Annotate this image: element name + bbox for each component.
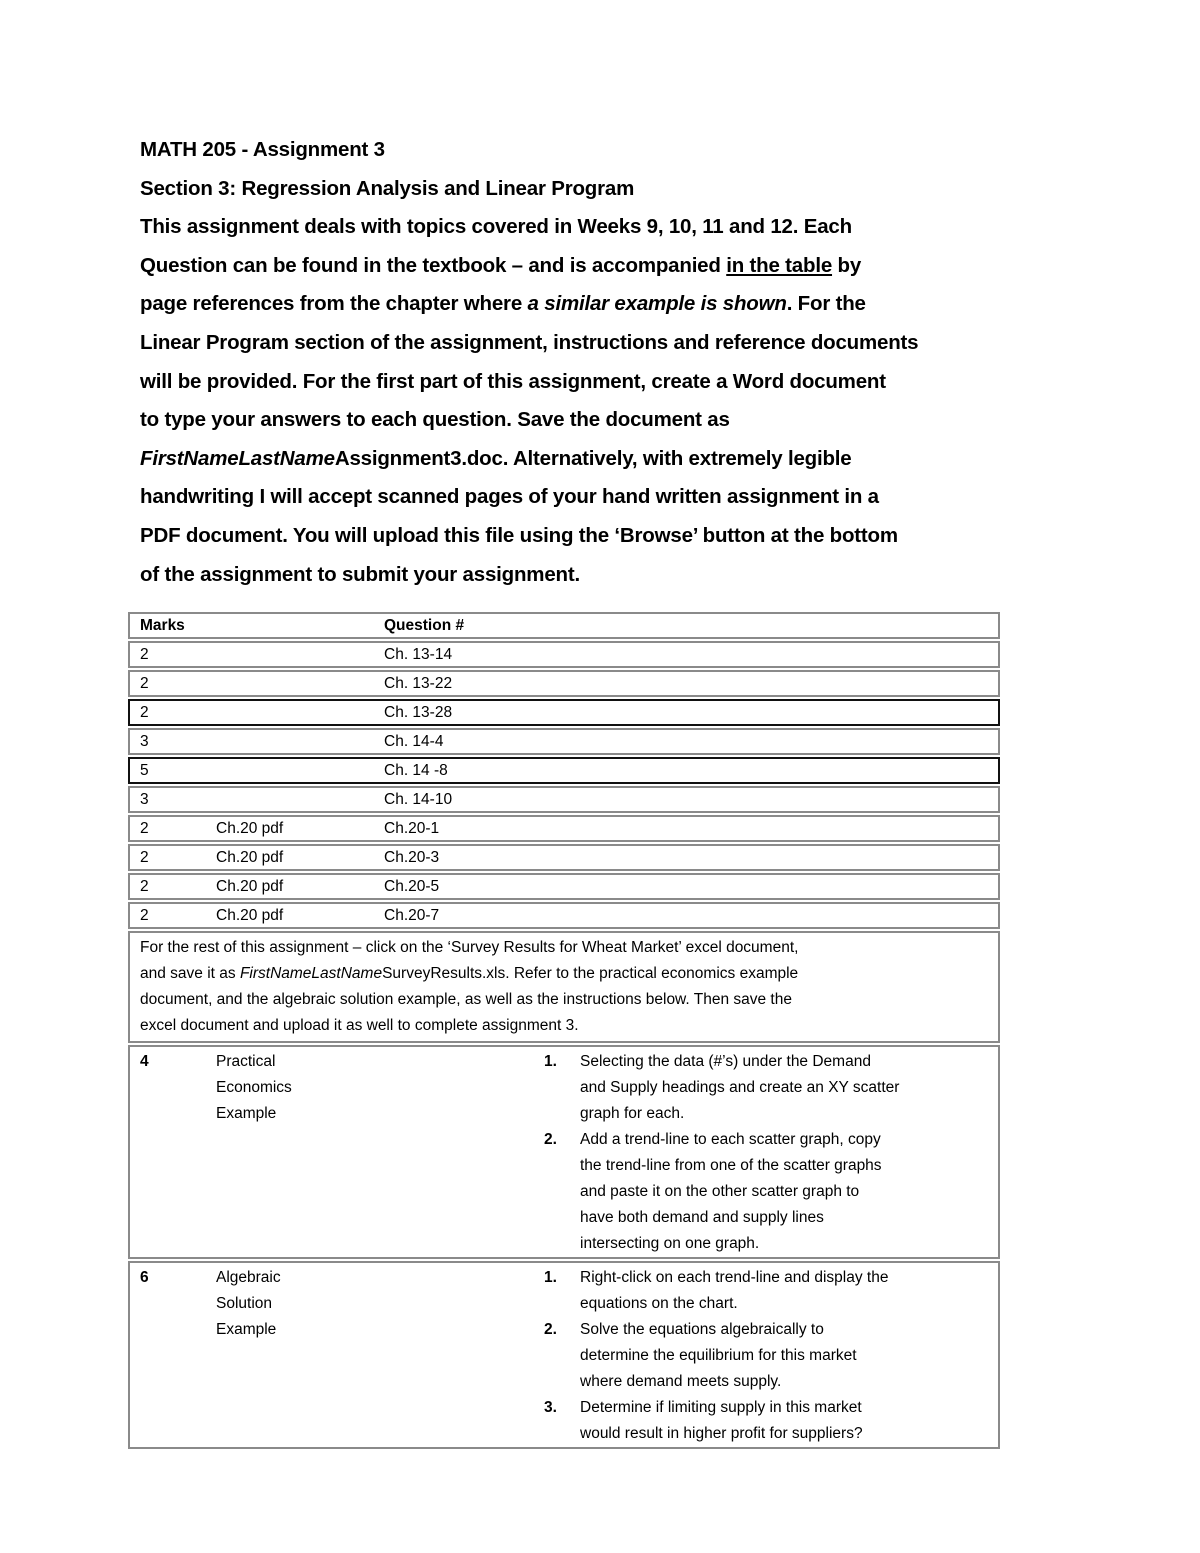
question-cell: Ch. 14-4 [384, 728, 1000, 755]
step-text-line: and paste it on the other scatter graph to [580, 1183, 860, 1200]
text-segment: document, and the algebraic solution example, as well as the instructions below. Then save the [140, 991, 792, 1008]
text-line [140, 131, 918, 170]
text-line [140, 401, 918, 440]
text-segment: SurveyResults.xls. Refer to the practical economics example [382, 965, 799, 982]
header-marks: Marks [128, 612, 216, 639]
text-segment: Assignment3.doc. Alternatively, with extremely legible [334, 446, 852, 470]
text-line [140, 961, 988, 987]
reference-cell [216, 699, 384, 726]
text-segment: page references from the chapter where [140, 292, 528, 316]
task-steps-cell [384, 1045, 1000, 1259]
step-item [544, 1049, 998, 1127]
reference-cell [216, 786, 384, 813]
step-text-line: would result in higher profit for suppliers? [580, 1425, 863, 1442]
question-cell: Ch. 14-10 [384, 786, 1000, 813]
text-segment: to type your answers to each question. Save the document as [140, 408, 730, 432]
text-line [140, 517, 918, 556]
task-row [128, 1261, 1000, 1449]
marks-cell: 3 [128, 728, 216, 755]
reference-cell [216, 641, 384, 668]
reference-cell [216, 728, 384, 755]
marks-cell: 2 [128, 641, 216, 668]
text-line [140, 440, 918, 479]
step-text-line: where demand meets supply. [580, 1373, 782, 1390]
question-cell: Ch.20-1 [384, 815, 1000, 842]
step-item [544, 1395, 998, 1447]
assignment-intro [140, 131, 918, 594]
marks-cell: 2 [128, 699, 216, 726]
text-segment: excel document and upload it as well to complete assignment 3. [140, 1017, 579, 1034]
table-row [128, 728, 1000, 755]
table-row [128, 641, 1000, 668]
question-cell: Ch. 13-14 [384, 641, 1000, 668]
step-text-line: intersecting on one graph. [580, 1235, 760, 1252]
text-line [140, 363, 918, 402]
table-row [128, 670, 1000, 697]
text-segment: . For the [786, 292, 866, 316]
step-number: 3. [544, 1399, 557, 1416]
step-text-line: determine the equilibrium for this market [580, 1347, 857, 1364]
marks-cell: 2 [128, 844, 216, 871]
step-number: 2. [544, 1131, 557, 1148]
step-text-line: Determine if limiting supply in this market [580, 1399, 862, 1416]
italic-text: FirstNameLastName [140, 446, 335, 470]
text-segment: of the assignment to submit your assignment. [140, 562, 580, 586]
table-row [128, 757, 1000, 784]
text-line [140, 208, 918, 247]
marks-cell: 2 [128, 670, 216, 697]
text-segment: Linear Program section of the assignment, instructions and reference documents [140, 330, 919, 354]
assignment-table [128, 610, 1000, 1451]
task-steps-cell [384, 1261, 1000, 1449]
steps-list [384, 1265, 998, 1447]
underlined-text: in the table [726, 253, 833, 277]
question-cell: Ch. 13-22 [384, 670, 1000, 697]
text-line [140, 247, 918, 286]
steps-list [384, 1049, 998, 1257]
reference-cell [216, 757, 384, 784]
table-row [128, 699, 1000, 726]
text-segment: PDF document. You will upload this file using the ‘Browse’ button at the bottom [140, 523, 898, 547]
task-title-cell [216, 1261, 384, 1449]
italic-text: a similar example is shown [527, 292, 787, 316]
step-text-line: have both demand and supply lines [580, 1209, 824, 1226]
step-text-line: Solve the equations algebraically to [580, 1321, 824, 1338]
step-number: 2. [544, 1321, 557, 1338]
reference-cell: Ch.20 pdf [216, 844, 384, 871]
step-text-line: the trend-line from one of the scatter graphs [580, 1157, 882, 1174]
text-line [140, 556, 918, 595]
step-number: 1. [544, 1053, 557, 1070]
text-segment: This assignment deals with topics covered in Weeks 9, 10, 11 and 12. Each [140, 215, 852, 239]
header-question: Question # [384, 612, 1000, 639]
text-line [140, 170, 918, 209]
text-segment: For the rest of this assignment – click on the ‘Survey Results for Wheat Market’ excel document, [140, 939, 799, 956]
reference-cell [216, 670, 384, 697]
task-title-line: Example [216, 1321, 277, 1338]
text-segment: MATH 205 - Assignment 3 [140, 138, 385, 161]
italic-text: FirstNameLastName [239, 965, 383, 982]
step-item [544, 1265, 998, 1317]
text-segment: by [832, 253, 862, 277]
text-segment: Question can be found in the textbook – and is accompanied [140, 253, 727, 277]
table-row [128, 873, 1000, 900]
marks-cell: 2 [128, 873, 216, 900]
text-segment: and save it as [140, 965, 240, 982]
step-text-line: Selecting the data (#’s) under the Demand [580, 1053, 871, 1070]
table-row [128, 815, 1000, 842]
table-header-row [128, 612, 1000, 639]
marks-cell: 6 [128, 1261, 216, 1449]
reference-cell: Ch.20 pdf [216, 873, 384, 900]
reference-cell: Ch.20 pdf [216, 902, 384, 929]
instructions-row [128, 931, 1000, 1043]
marks-cell: 5 [128, 757, 216, 784]
question-cell: Ch. 14 -8 [384, 757, 1000, 784]
step-text-line: graph for each. [580, 1105, 685, 1122]
step-text-line: Right-click on each trend-line and display the [580, 1269, 889, 1286]
text-segment: will be provided. For the first part of this assignment, create a Word document [140, 369, 886, 393]
step-text-line: equations on the chart. [580, 1295, 738, 1312]
question-cell: Ch.20-5 [384, 873, 1000, 900]
marks-cell: 4 [128, 1045, 216, 1259]
task-title-line: Algebraic [216, 1269, 281, 1286]
table-row [128, 844, 1000, 871]
question-cell: Ch.20-7 [384, 902, 1000, 929]
instructions-cell [128, 931, 1000, 1043]
table-row [128, 902, 1000, 929]
marks-cell: 2 [128, 902, 216, 929]
table-row [128, 786, 1000, 813]
question-cell: Ch.20-3 [384, 844, 1000, 871]
text-line [140, 1013, 988, 1039]
task-title-cell [216, 1045, 384, 1259]
step-item [544, 1127, 998, 1257]
task-row [128, 1045, 1000, 1259]
text-line [140, 285, 918, 324]
question-cell: Ch. 13-28 [384, 699, 1000, 726]
text-line [140, 324, 918, 363]
step-item [544, 1317, 998, 1395]
step-number: 1. [544, 1269, 557, 1286]
header-reference [216, 612, 384, 639]
step-text-line: Add a trend-line to each scatter graph, copy [580, 1131, 881, 1148]
task-title-line: Economics [216, 1079, 292, 1096]
task-title-line: Example [216, 1105, 277, 1122]
task-title-line: Practical [216, 1053, 276, 1070]
task-title-line: Solution [216, 1295, 273, 1312]
reference-cell: Ch.20 pdf [216, 815, 384, 842]
text-line [140, 987, 988, 1013]
text-line [140, 935, 988, 961]
step-text-line: and Supply headings and create an XY scatter [580, 1079, 900, 1096]
text-segment: Section 3: Regression Analysis and Linear Program [140, 176, 635, 200]
marks-cell: 3 [128, 786, 216, 813]
text-segment: handwriting I will accept scanned pages of your hand written assignment in a [140, 485, 879, 509]
marks-cell: 2 [128, 815, 216, 842]
text-line [140, 478, 918, 517]
